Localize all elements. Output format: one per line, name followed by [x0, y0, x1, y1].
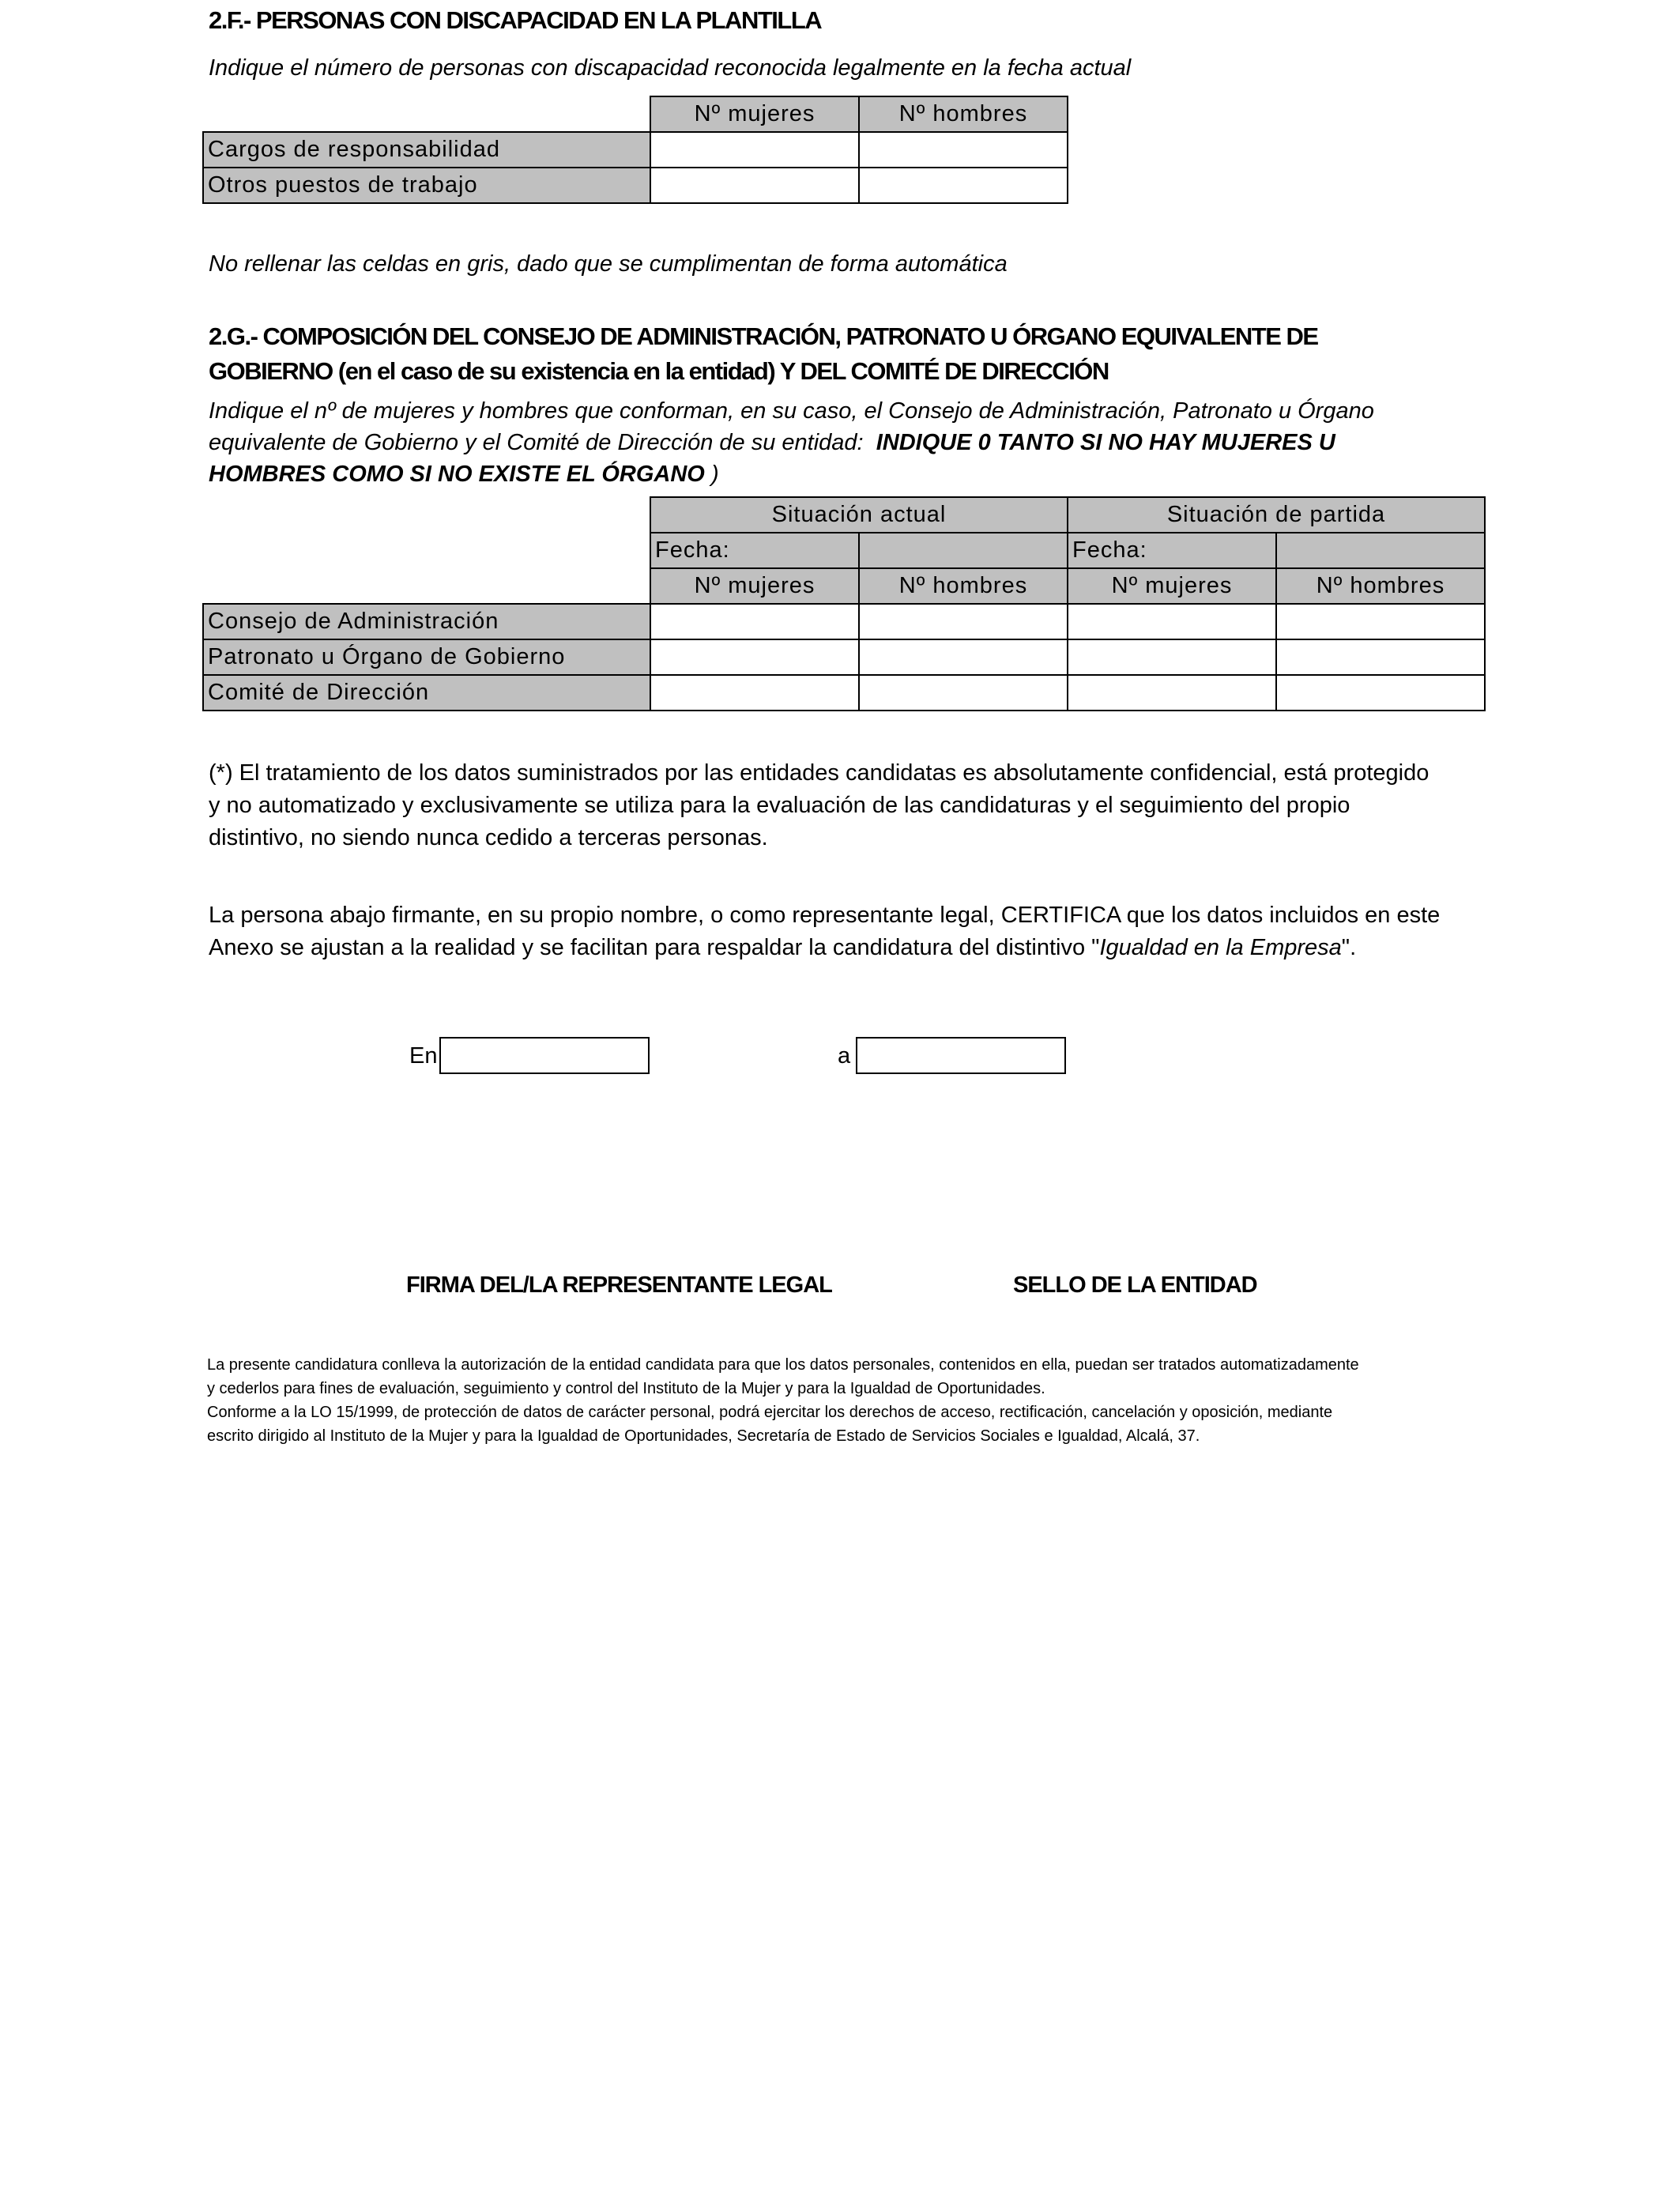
section-g-instruction-line1: Indique el nº de mujeres y hombres que conforman, en su caso, el Consejo de Administración, Patronato u Órgano: [209, 398, 1374, 424]
row-label: Patronato u Órgano de Gobierno: [203, 639, 650, 675]
col-men-header: Nº hombres: [1276, 568, 1485, 604]
certify-line2: Anexo se ajustan a la realidad y se facilitan para respaldar la candidatura del distintivo "Igualdad en la Empresa".: [209, 935, 1357, 960]
disability-table: [202, 96, 1068, 204]
col-men-header: Nº hombres: [859, 568, 1068, 604]
a-label: a: [838, 1043, 851, 1069]
signature-label: FIRMA DEL/LA REPRESENTANTE LEGAL: [406, 1272, 832, 1298]
col-women-header: Nº mujeres: [1068, 568, 1276, 604]
date-input[interactable]: [856, 1037, 1066, 1074]
row-label: Comité de Dirección: [203, 675, 650, 711]
col-men-header: Nº hombres: [859, 96, 1068, 132]
input-cell[interactable]: [650, 675, 859, 711]
row-label: Cargos de responsabilidad: [203, 132, 650, 168]
input-cell[interactable]: [1068, 675, 1276, 711]
col-women-header: Nº mujeres: [650, 568, 859, 604]
table-row: [203, 639, 1485, 675]
current-situation-header: Situación actual: [650, 497, 1068, 533]
men-input-cell[interactable]: [859, 168, 1068, 203]
women-input-cell[interactable]: [650, 168, 859, 203]
input-cell[interactable]: [650, 604, 859, 639]
section-g-instruction-line3: HOMBRES COMO SI NO EXISTE EL ÓRGANO ): [209, 462, 719, 487]
footer-line1: La presente candidatura conlleva la autorización de la entidad candidata para que los datos personales, contenidos en ella, puedan ser tratados automatizadamente: [207, 1356, 1359, 1374]
table-row: [203, 604, 1485, 639]
input-cell[interactable]: [650, 639, 859, 675]
current-date-field: [859, 533, 1068, 568]
table-row: [203, 675, 1485, 711]
board-composition-table: [202, 496, 1486, 711]
input-cell[interactable]: [859, 604, 1068, 639]
zero-instruction: INDIQUE 0 TANTO SI NO HAY MUJERES U: [876, 430, 1335, 455]
input-cell[interactable]: [1276, 604, 1485, 639]
row-label: Consejo de Administración: [203, 604, 650, 639]
start-date-label: Fecha:: [1068, 533, 1276, 568]
women-input-cell[interactable]: [650, 132, 859, 168]
section-f-instruction: Indique el número de personas con discapacidad reconocida legalmente en la fecha actual: [209, 55, 1132, 81]
place-input[interactable]: [439, 1037, 650, 1074]
input-cell[interactable]: [1068, 604, 1276, 639]
row-label: Otros puestos de trabajo: [203, 168, 650, 203]
section-g-title-line2: GOBIERNO (en el caso de su existencia en la entidad) Y DEL COMITÉ DE DIRECCIÓN: [209, 357, 1109, 385]
en-label: En: [409, 1043, 438, 1069]
grey-cells-note: No rellenar las celdas en gris, dado que se cumplimentan de forma automática: [209, 251, 1008, 277]
stamp-label: SELLO DE LA ENTIDAD: [1013, 1272, 1257, 1298]
table-row: [203, 168, 1068, 203]
input-cell[interactable]: [1276, 639, 1485, 675]
section-g-title-line1: 2.G.- COMPOSICIÓN DEL CONSEJO DE ADMINISTRACIÓN, PATRONATO U ÓRGANO EQUIVALENTE DE: [209, 322, 1318, 350]
section-g-instruction-line2: equivalente de Gobierno y el Comité de Dirección de su entidad: INDIQUE 0 TANTO SI NO HAY MUJERES U: [209, 430, 1335, 455]
section-f-title: 2.F.- PERSONAS CON DISCAPACIDAD EN LA PLANTILLA: [209, 6, 822, 34]
confidential-line3: distintivo, no siendo nunca cedido a terceras personas.: [209, 825, 768, 850]
table-row: [203, 132, 1068, 168]
confidential-line2: y no automatizado y exclusivamente se utiliza para la evaluación de las candidaturas y el seguimiento del propio: [209, 793, 1350, 818]
footer-line4: escrito dirigido al Instituto de la Mujer y para la Igualdad de Oportunidades, Secretaría de Estado de Servicios Sociales e Igualdad, Alcalá, 37.: [207, 1427, 1200, 1445]
confidential-line1: (*) El tratamiento de los datos suministrados por las entidades candidatas es absolutamente confidencial, está protegido: [209, 760, 1430, 786]
input-cell[interactable]: [859, 675, 1068, 711]
input-cell[interactable]: [1068, 639, 1276, 675]
certify-line1: La persona abajo firmante, en su propio nombre, o como representante legal, CERTIFICA que los datos incluidos en este: [209, 903, 1441, 928]
current-date-label: Fecha:: [650, 533, 859, 568]
start-date-field: [1276, 533, 1485, 568]
input-cell[interactable]: [1276, 675, 1485, 711]
footer-line2: y cederlos para fines de evaluación, seguimiento y control del Instituto de la Mujer y para la Igualdad de Oportunidades.: [207, 1380, 1045, 1397]
starting-situation-header: Situación de partida: [1068, 497, 1485, 533]
col-women-header: Nº mujeres: [650, 96, 859, 132]
men-input-cell[interactable]: [859, 132, 1068, 168]
input-cell[interactable]: [859, 639, 1068, 675]
footer-line3: Conforme a la LO 15/1999, de protección de datos de carácter personal, podrá ejercitar los derechos de acceso, rectificación, cancelación y oposición, mediante: [207, 1404, 1333, 1421]
